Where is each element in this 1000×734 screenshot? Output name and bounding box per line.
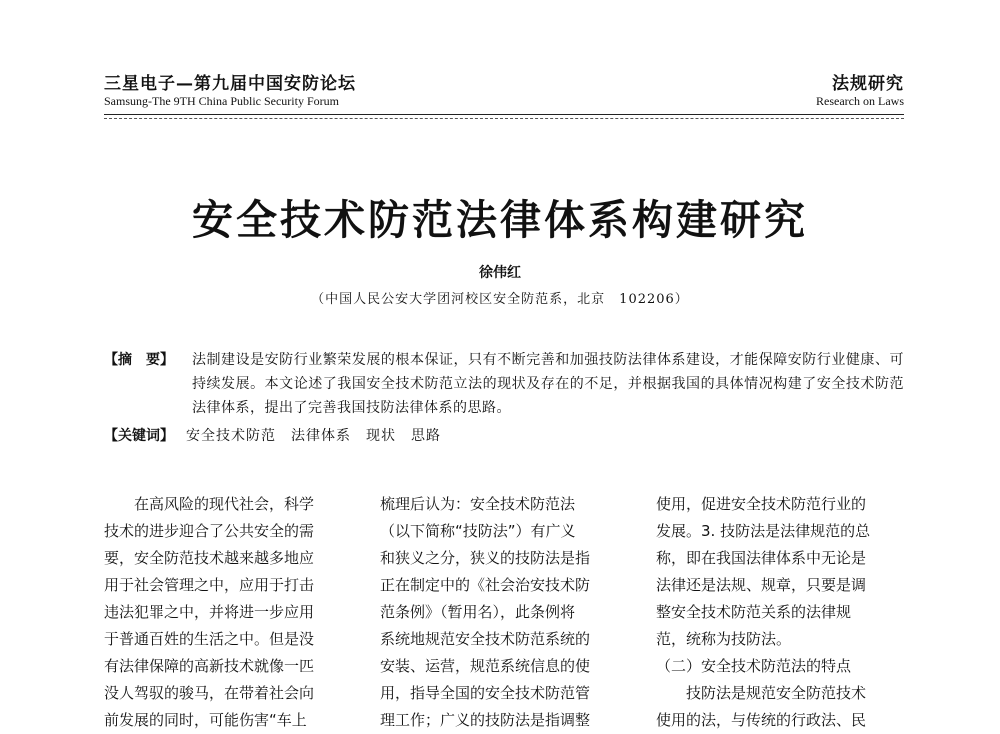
text-line: 用，指导全国的安全技术防范管 xyxy=(380,684,591,702)
header-rule xyxy=(104,114,904,115)
text-line: 技防法是规范安全防范技术 xyxy=(656,684,867,702)
text-line: 技术的进步迎合了公共安全的需 xyxy=(104,522,315,540)
text-line: 梳理后认为：安全技术防范法 xyxy=(380,495,576,513)
text-line: 安装、运营，规范系统信息的使 xyxy=(380,657,591,675)
text-line: 于普通百姓的生活之中。但是没 xyxy=(104,630,315,648)
abstract xyxy=(104,348,904,420)
section-name-cn: 法规研究 xyxy=(832,74,904,94)
author-name: 徐伟红 xyxy=(479,265,521,281)
text-line: 要，安全防范技术越来越多地应 xyxy=(104,549,315,567)
running-header-right xyxy=(816,74,904,108)
text-line: 没人驾驭的骏马，在带着社会向 xyxy=(104,684,315,702)
section-name-en: Research on Laws xyxy=(816,94,904,108)
section-heading: （二）安全技术防范法的特点 xyxy=(656,657,852,675)
keywords-label: 【关键词】 xyxy=(104,428,174,444)
body-column-2 xyxy=(380,491,628,734)
text-line: 发展。3. 技防法是法律规范的总 xyxy=(656,522,871,540)
paper-title: 安全技术防范法律体系构建研究 xyxy=(192,196,808,244)
abstract-text: 法制建设是安防行业繁荣发展的根本保证，只有不断完善和加强技防法律体系建设，才能保障安防行业健康、可持续发展。本文论述了我国安全技术防范立法的现状及存在的不足，并根据我国的具体情况构建了安全技术防范法律体系，提出了完善我国技防法律体系的思路。 xyxy=(192,352,904,416)
text-line: 法律还是法规、规章，只要是调 xyxy=(656,576,867,594)
author-affiliation: （中国人民公安大学团河校区安全防范系，北京 102206） xyxy=(311,292,689,307)
text-line: 使用，促进安全技术防范行业的 xyxy=(656,495,867,513)
body-column-1 xyxy=(104,491,352,734)
running-header-left xyxy=(104,74,356,108)
text-line: 和狭义之分，狭义的技防法是指 xyxy=(380,549,591,567)
text-line: 范条例》（暂用名），此条例将 xyxy=(380,603,576,621)
text-line: 正在制定中的《社会治安技术防 xyxy=(380,576,591,594)
text-line: 有法律保障的高新技术就像一匹 xyxy=(104,657,315,675)
header-rule-dashed xyxy=(104,118,904,119)
abstract-label: 【摘 要】 xyxy=(104,352,174,368)
text-line: 范，统称为技防法。 xyxy=(656,630,792,648)
text-line: 系统地规范安全技术防范系统的 xyxy=(380,630,591,648)
body-column-3 xyxy=(656,491,904,734)
keywords-text: 安全技术防范 法律体系 现状 思路 xyxy=(186,428,441,444)
text-line: 称，即在我国法律体系中无论是 xyxy=(656,549,867,567)
journal-title-en: Samsung-The 9TH China Public Security Forum xyxy=(104,94,339,108)
text-line: 使用的法，与传统的行政法、民 xyxy=(656,711,867,729)
journal-title-cn: 三星电子—第九届中国安防论坛 xyxy=(104,74,356,94)
text-line: 前发展的同时，可能伤害“车上 xyxy=(104,711,307,729)
text-line: 理工作；广义的技防法是指调整 xyxy=(380,711,591,729)
text-line: 用于社会管理之中，应用于打击 xyxy=(104,576,315,594)
text-line: （以下简称“技防法”）有广义 xyxy=(380,522,576,540)
text-line: 在高风险的现代社会，科学 xyxy=(104,495,315,513)
keywords xyxy=(104,424,904,448)
text-line: 违法犯罪之中，并将进一步应用 xyxy=(104,603,315,621)
text-line: 整安全技术防范关系的法律规 xyxy=(656,603,852,621)
